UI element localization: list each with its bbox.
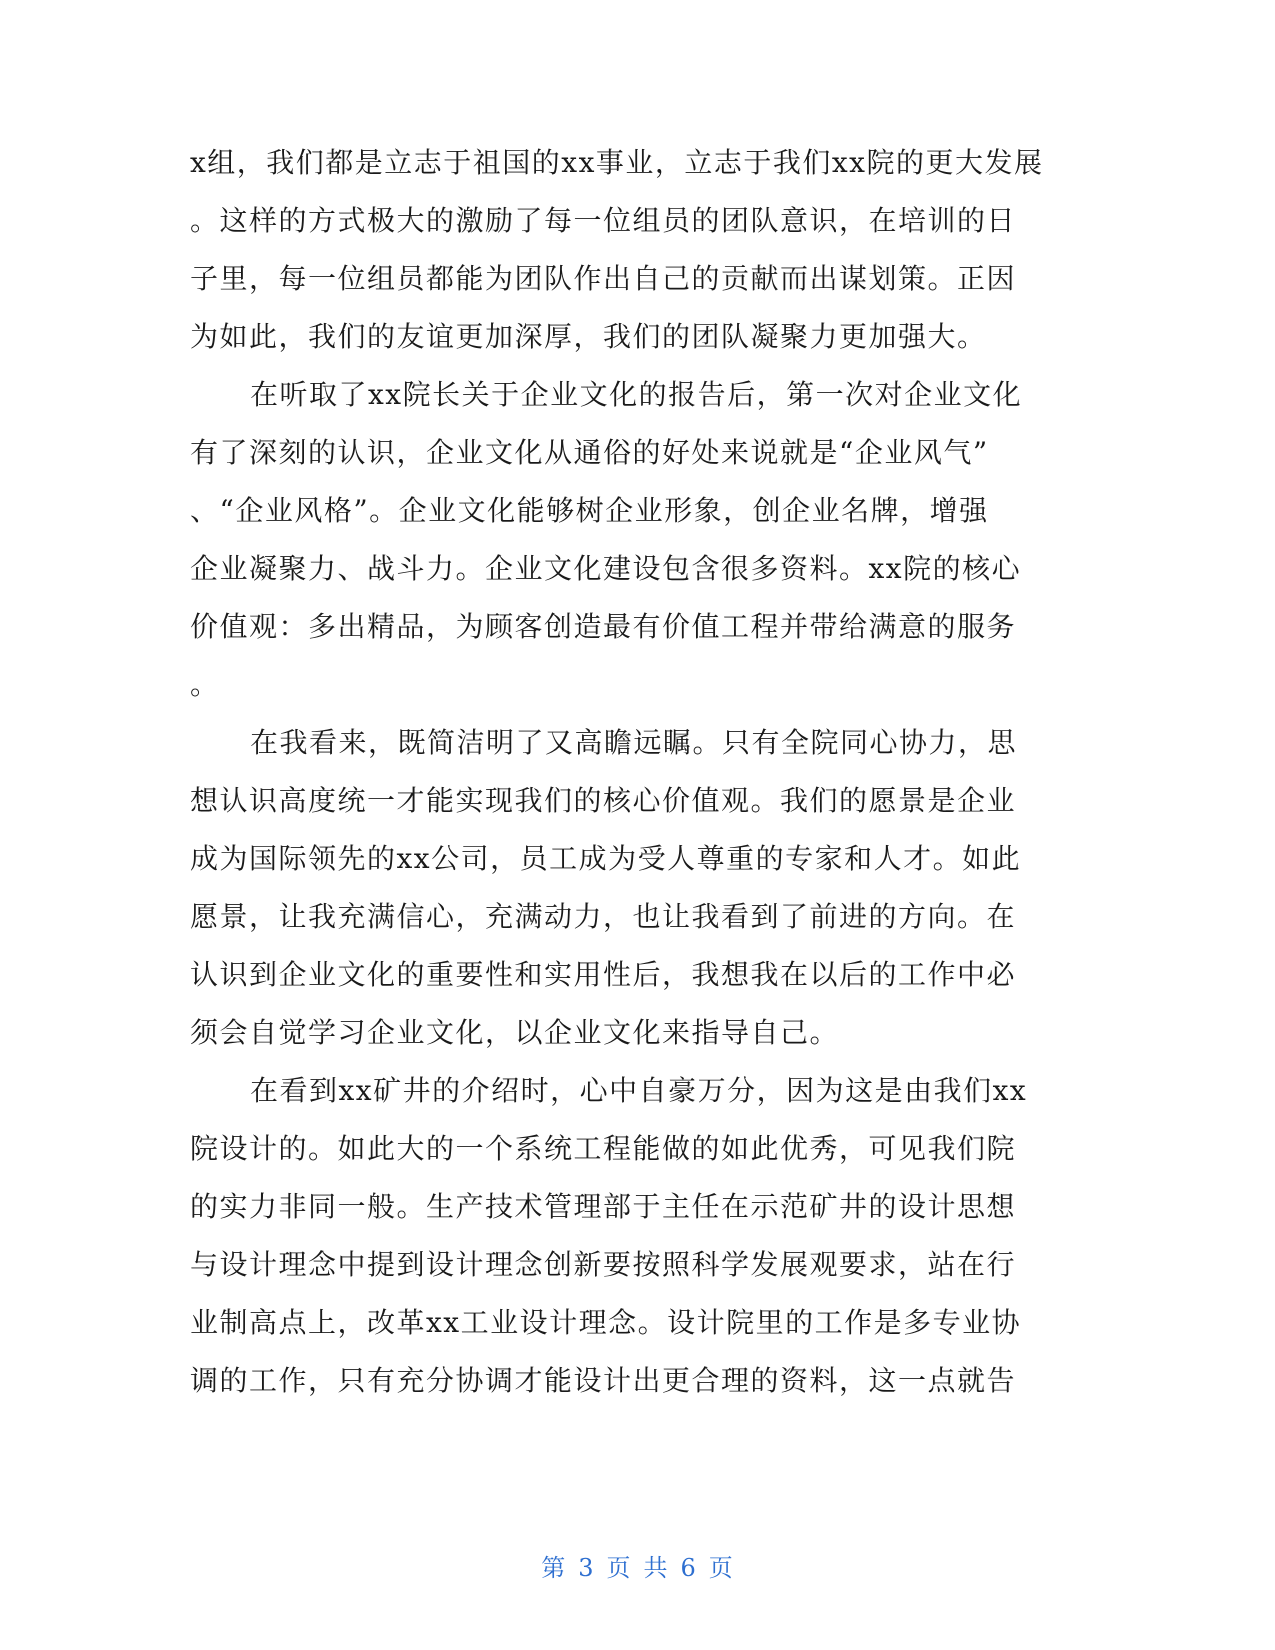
body-text-line: 为如此，我们的友谊更加深厚，我们的团队凝聚力更加强大。 [190,320,987,353]
body-text-line: 认识到企业文化的重要性和实用性后，我想我在以后的工作中必 [190,958,1017,991]
body-text-line: 价值观：多出精品，为顾客创造最有价值工程并带给满意的服务 [190,610,1017,643]
paragraph-first-line: 在我看来，既简洁明了又高瞻远瞩。只有全院同心协力，思 [250,726,1018,759]
footer-page-word: 页 [606,1554,632,1582]
paragraph-first-line: 在看到xx矿井的介绍时，心中自豪万分，因为这是由我们xx [250,1074,1028,1107]
body-text-line: 与设计理念中提到设计理念创新要按照科学发展观要求，站在行 [190,1248,1017,1281]
body-text-line: 成为国际领先的xx公司，员工成为受人尊重的专家和人才。如此 [190,842,1022,875]
footer-total-pages: 6 [680,1554,697,1582]
footer-suffix: 页 [708,1554,734,1582]
body-text-line: 子里，每一位组员都能为团队作出自己的贡献而出谋划策。正因 [190,262,1017,295]
footer-current-page: 3 [578,1554,595,1582]
body-text-line: 的实力非同一般。生产技术管理部于主任在示范矿井的设计思想 [190,1190,1017,1223]
body-text-line: 、“企业风格”。企业文化能够树企业形象，创企业名牌，增强 [190,494,989,527]
footer-prefix: 第 [541,1554,567,1582]
body-text-line: 须会自觉学习企业文化，以企业文化来指导自己。 [190,1016,840,1049]
body-text-line: 有了深刻的认识，企业文化从通俗的好处来说就是“企业风气” [190,436,989,469]
body-text-line: x组，我们都是立志于祖国的xx事业，立志于我们xx院的更大发展 [190,146,1044,179]
body-text-line: 调的工作，只有充分协调才能设计出更合理的资料，这一点就告 [190,1364,1017,1397]
body-text-line: 企业凝聚力、战斗力。企业文化建设包含很多资料。xx院的核心 [190,552,1022,585]
body-text-line: 。这样的方式极大的激励了每一位组员的团队意识，在培训的日 [190,204,1017,237]
body-text-line: 愿景，让我充满信心，充满动力，也让我看到了前进的方向。在 [190,900,1017,933]
footer-total-word: 共 [643,1554,669,1582]
body-text-line: 业制高点上，改革xx工业设计理念。设计院里的工作是多专业协 [190,1306,1022,1339]
page-number-footer [0,1548,1275,1583]
body-text-line: 。 [190,668,220,701]
body-text-line: 想认识高度统一才能实现我们的核心价值观。我们的愿景是企业 [190,784,1017,817]
body-text-line: 院设计的。如此大的一个系统工程能做的如此优秀，可见我们院 [190,1132,1017,1165]
paragraph-first-line: 在听取了xx院长关于企业文化的报告后，第一次对企业文化 [250,378,1023,411]
